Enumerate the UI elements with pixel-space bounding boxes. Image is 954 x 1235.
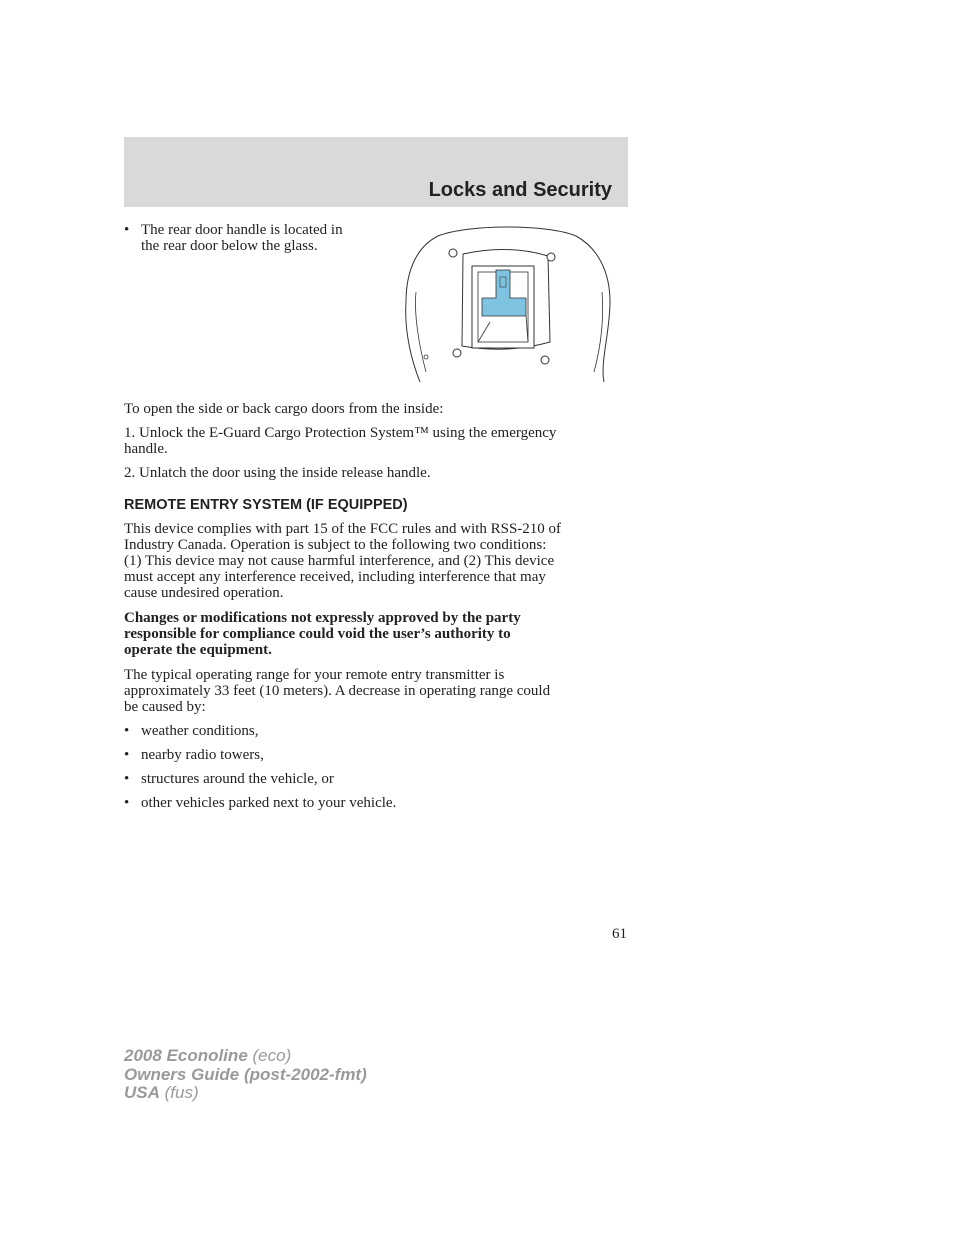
bullet-text-line1: The rear door handle is located in xyxy=(141,222,343,238)
range-paragraph: The typical operating range for your remote entry transmitter is approximately 33 feet (10 meters). A decrease in operating range could be caused by: xyxy=(124,667,551,715)
intro-paragraph: To open the side or back cargo doors from the inside: xyxy=(124,401,444,417)
step-1: 1. Unlock the E-Guard Cargo Protection System™ using the emergency handle. xyxy=(124,425,557,457)
section-title: Locks and Security xyxy=(428,179,612,201)
document-footer: 2008 Econoline (eco) Owners Guide (post-2002-fmt) USA (fus) xyxy=(124,1046,367,1102)
page-number: 61 xyxy=(612,926,627,942)
bullet-text-line2: the rear door below the glass. xyxy=(141,238,318,254)
rear-door-handle-illustration xyxy=(398,222,618,388)
step-2: 2. Unlatch the door using the inside release handle. xyxy=(124,465,431,481)
section-header-band xyxy=(124,137,628,207)
fcc-paragraph: This device complies with part 15 of the FCC rules and with RSS-210 of Industry Canada. Operation is subject to the following two conditions: (1) This device may not cause harmful interference, and (2) This device must accept any interference received, including interference that may cause undesired operation. xyxy=(124,521,562,601)
section-heading: REMOTE ENTRY SYSTEM (IF EQUIPPED) xyxy=(124,497,408,513)
warning-paragraph: Changes or modifications not expressly approved by the party responsible for compliance could void the user’s authority to operate the equipment. xyxy=(124,610,521,658)
